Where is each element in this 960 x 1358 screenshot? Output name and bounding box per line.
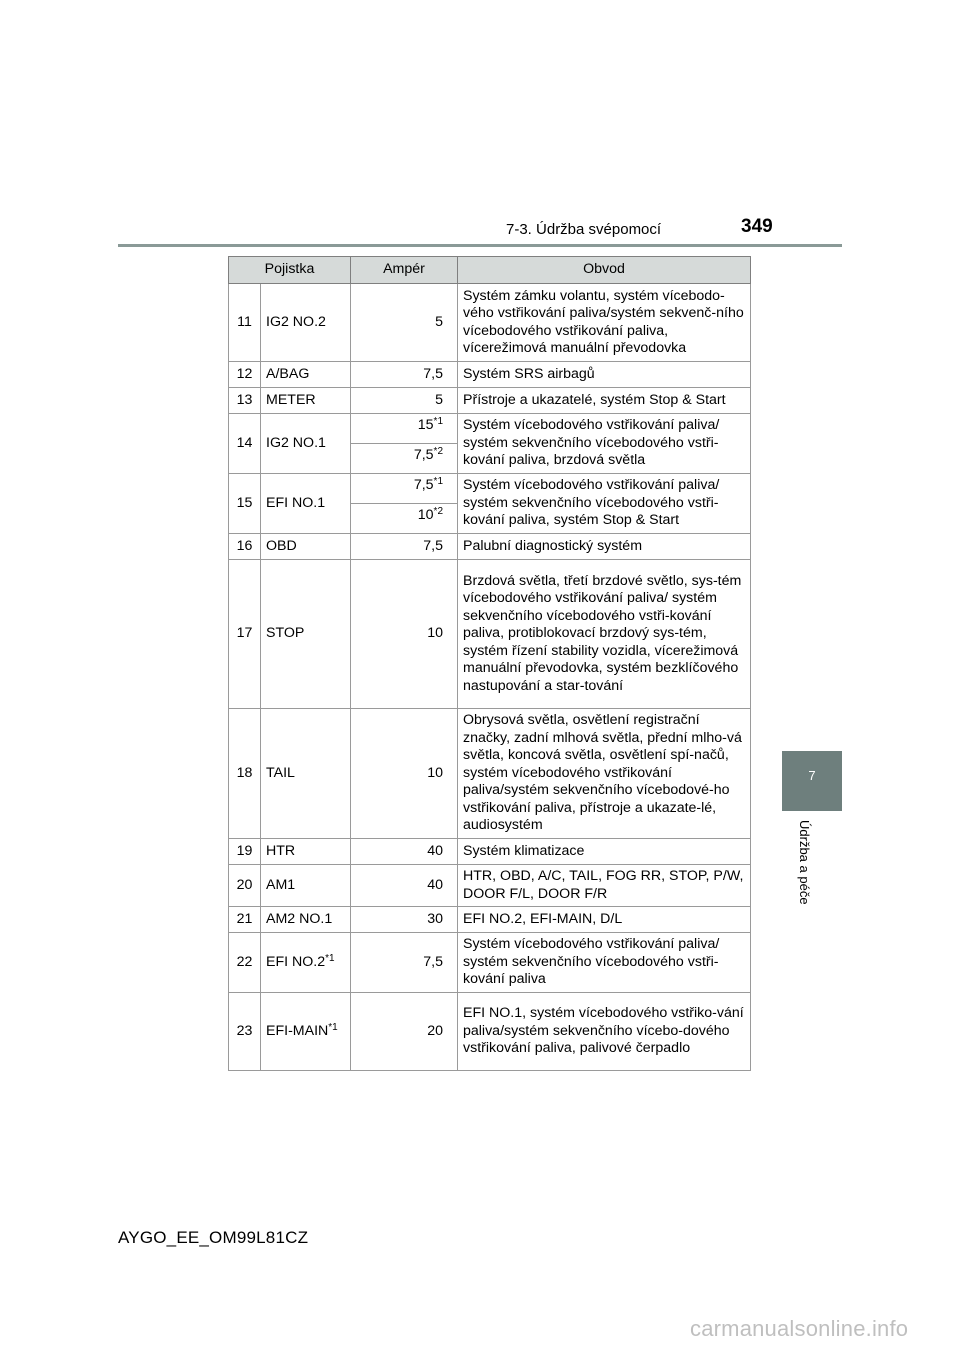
fuse-number: 16	[229, 534, 261, 560]
fuse-name: METER	[261, 388, 351, 414]
fuse-circuit: Systém vícebodového vstřikování paliva/ systém sekvenčního vícebodového vstři-kování paliva, brzdová světla	[458, 414, 751, 474]
fuse-amperage: 30	[351, 907, 458, 933]
fuse-circuit: HTR, OBD, A/C, TAIL, FOG RR, STOP, P/W, DOOR F/L, DOOR F/R	[458, 865, 751, 907]
fuse-amperage: 40	[351, 865, 458, 907]
fuse-amperage: 10	[351, 560, 458, 709]
fuse-number: 21	[229, 907, 261, 933]
table-row	[229, 388, 751, 414]
table-row	[229, 414, 751, 444]
table-header-row	[229, 257, 751, 284]
column-header-amp: Ampér	[351, 257, 458, 284]
table-row	[229, 362, 751, 388]
fuse-amperage: 7,5	[351, 534, 458, 560]
section-title: 7-3. Údržba svépomocí	[506, 221, 662, 238]
fuse-circuit: Přístroje a ukazatelé, systém Stop & Start	[458, 388, 751, 414]
fuse-number: 13	[229, 388, 261, 414]
fuse-number: 23	[229, 993, 261, 1071]
fuse-circuit: Systém klimatizace	[458, 839, 751, 865]
fuse-number: 22	[229, 933, 261, 993]
fuse-amperage	[351, 474, 458, 504]
table-row	[229, 534, 751, 560]
fuse-amperage: 5	[351, 388, 458, 414]
fuse-number: 15	[229, 474, 261, 534]
table-row	[229, 474, 751, 504]
fuse-name: IG2 NO.1	[261, 414, 351, 474]
fuse-name: AM2 NO.1	[261, 907, 351, 933]
footnote-mark: *1	[325, 952, 335, 964]
fuse-amperage: 40	[351, 839, 458, 865]
fuse-number: 19	[229, 839, 261, 865]
fuse-amperage: 7,5	[351, 362, 458, 388]
fuse-name: IG2 NO.2	[261, 284, 351, 362]
column-header-circuit: Obvod	[458, 257, 751, 284]
watermark: carmanualsonline.info	[690, 1316, 909, 1341]
table-row	[229, 933, 751, 993]
fuse-circuit: Systém SRS airbagů	[458, 362, 751, 388]
footnote-mark: *2	[433, 506, 443, 517]
header-divider	[118, 244, 842, 247]
fuse-name: OBD	[261, 534, 351, 560]
footnote-mark: *1	[433, 416, 443, 427]
amp-value: 10	[417, 507, 434, 523]
amp-value: 7,5	[413, 447, 434, 463]
table-row	[229, 865, 751, 907]
fuse-name: TAIL	[261, 709, 351, 839]
table-row	[229, 284, 751, 362]
fuse-amperage	[351, 414, 458, 444]
table-row	[229, 839, 751, 865]
table-row	[229, 993, 751, 1071]
fuse-amperage: 20	[351, 993, 458, 1071]
fuse-circuit: Obrysová světla, osvětlení registrační značky, zadní mlhová světla, přední mlho-vá světla, koncová světla, osvětlení spí-načů, systém vícebodového vstřikování paliva/systém sekvenčního vícebodové-ho vstřikování paliva, přístroje a ukazate-lé, audiosystém	[458, 709, 751, 839]
fuse-name-text: EFI NO.2	[266, 953, 326, 970]
chapter-title: Údržba a péče	[797, 820, 812, 905]
fuse-name: STOP	[261, 560, 351, 709]
fuse-circuit: EFI NO.1, systém vícebodového vstřiko-vání paliva/systém sekvenčního vícebo-dového vstřikování paliva, palivové čerpadlo	[458, 993, 751, 1071]
chapter-number: 7	[808, 768, 816, 783]
fuse-circuit: Brzdová světla, třetí brzdové světlo, sys-tém vícebodového vstřikování paliva/ systém sekvenčního vícebodového vstři-kování paliva, protiblokovací brzdový sys-tém, systém řízení stability vozidla, vícerežimová manuální převodovka, systém bezklíčového nastupování a star-tování	[458, 560, 751, 709]
table-row	[229, 560, 751, 709]
fuse-number: 12	[229, 362, 261, 388]
fuse-amperage	[351, 504, 458, 534]
fuse-name	[261, 933, 351, 993]
fuse-number: 14	[229, 414, 261, 474]
fuse-amperage: 10	[351, 709, 458, 839]
fuse-circuit: Systém vícebodového vstřikování paliva/ systém sekvenčního vícebodového vstři-kování paliva	[458, 933, 751, 993]
amp-value: 7,5	[413, 477, 434, 493]
table-row	[229, 907, 751, 933]
fuse-name	[261, 993, 351, 1071]
fuse-amperage: 7,5	[351, 933, 458, 993]
fuse-amperage	[351, 444, 458, 474]
page-number: 349	[741, 216, 773, 237]
amp-value: 15	[417, 417, 434, 433]
fuse-circuit: Systém zámku volantu, systém vícebodo-vého vstřikování paliva/systém sekvenč-ního vícebodového vstřikování paliva, vícerežimová manuální převodovka	[458, 284, 751, 362]
fuse-name: EFI NO.1	[261, 474, 351, 534]
table-row	[229, 709, 751, 839]
document-code: AYGO_EE_OM99L81CZ	[118, 1228, 309, 1247]
footnote-mark: *1	[328, 1021, 338, 1033]
fuse-table	[228, 256, 751, 1071]
fuse-name: AM1	[261, 865, 351, 907]
fuse-circuit: EFI NO.2, EFI-MAIN, D/L	[458, 907, 751, 933]
fuse-amperage: 5	[351, 284, 458, 362]
fuse-number: 11	[229, 284, 261, 362]
fuse-circuit: Systém vícebodového vstřikování paliva/ systém sekvenčního vícebodového vstři-kování paliva, systém Stop & Start	[458, 474, 751, 534]
fuse-number: 20	[229, 865, 261, 907]
fuse-circuit: Palubní diagnostický systém	[458, 534, 751, 560]
column-header-fuse: Pojistka	[229, 257, 351, 284]
footnote-mark: *1	[433, 476, 443, 487]
fuse-name-text: EFI-MAIN	[266, 1022, 329, 1039]
fuse-name: HTR	[261, 839, 351, 865]
fuse-name: A/BAG	[261, 362, 351, 388]
fuse-number: 17	[229, 560, 261, 709]
fuse-number: 18	[229, 709, 261, 839]
footnote-mark: *2	[433, 446, 443, 457]
